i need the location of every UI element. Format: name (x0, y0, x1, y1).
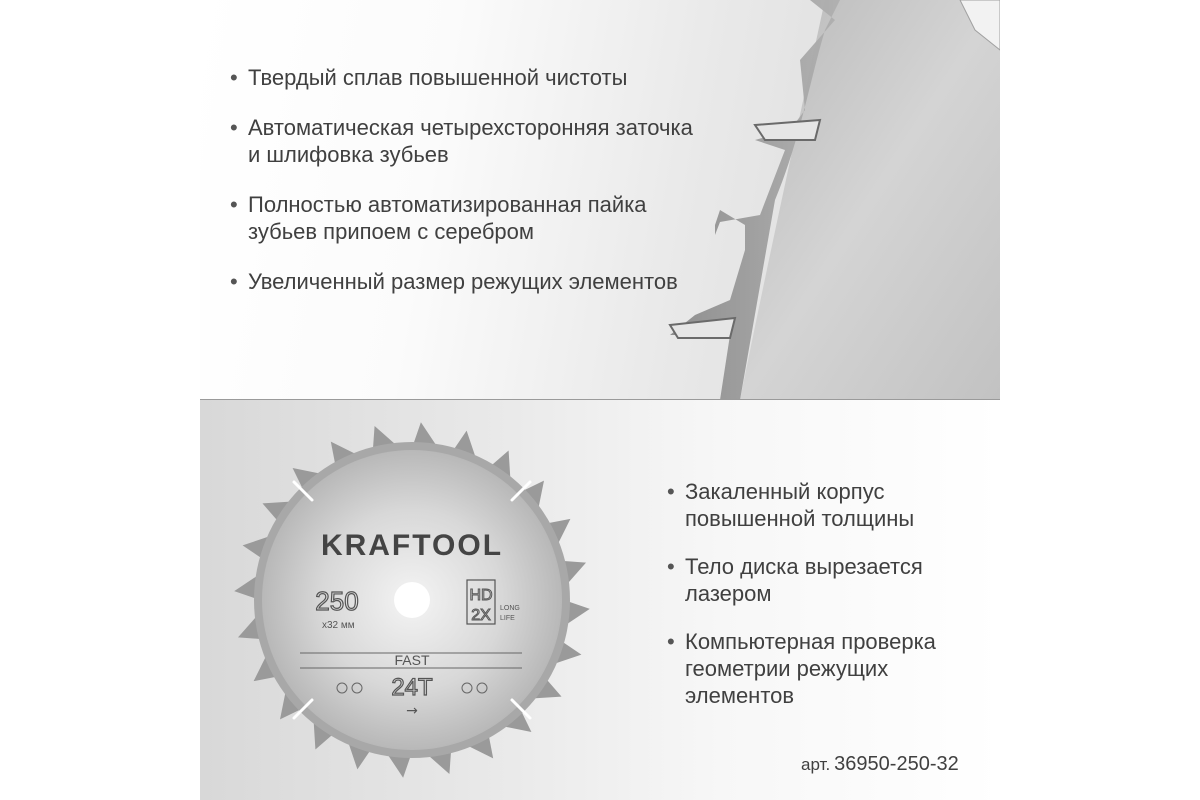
feature-item: • Закаленный корпус повышенной толщины (667, 478, 987, 532)
bottom-feature-list (667, 478, 987, 730)
disc-diameter-label: 250 (315, 586, 359, 616)
feature-item: • Увеличенный размер режущих элементов (230, 268, 700, 295)
top-feature-list (230, 64, 700, 318)
feature-item: • Автоматическая четырехсторонняя заточка и шлифовка зубьев (230, 114, 700, 168)
disc-2x-label: 2X (471, 607, 491, 624)
bottom-panel (200, 400, 1000, 800)
disc-teeth-label: 24T (391, 674, 433, 701)
saw-disc (222, 410, 602, 790)
disc-arrow-label: → (406, 703, 418, 719)
article-prefix: арт. (801, 755, 831, 774)
disc-brand-label: KRAFTOOL (320, 529, 504, 562)
feature-item: • Полностью автоматизированная пайка зубьев припоем с серебром (230, 191, 700, 245)
feature-item: • Тело диска вырезается лазером (667, 553, 987, 607)
top-panel (200, 0, 1000, 400)
disc-hd-label: HD (469, 587, 493, 604)
feature-item: • Компьютерная проверка геометрии режущих элементов (667, 628, 987, 709)
feature-item: • Твердый сплав повышенной чистоты (230, 64, 700, 91)
disc-long-label: LONG (500, 605, 520, 612)
article-code: 36950-250-32 (834, 753, 959, 775)
disc-series-label: FAST (394, 652, 430, 668)
disc-bore-label: x32 мм (322, 620, 355, 631)
article-number (801, 753, 959, 776)
disc-life-label: LIFE (500, 615, 515, 622)
